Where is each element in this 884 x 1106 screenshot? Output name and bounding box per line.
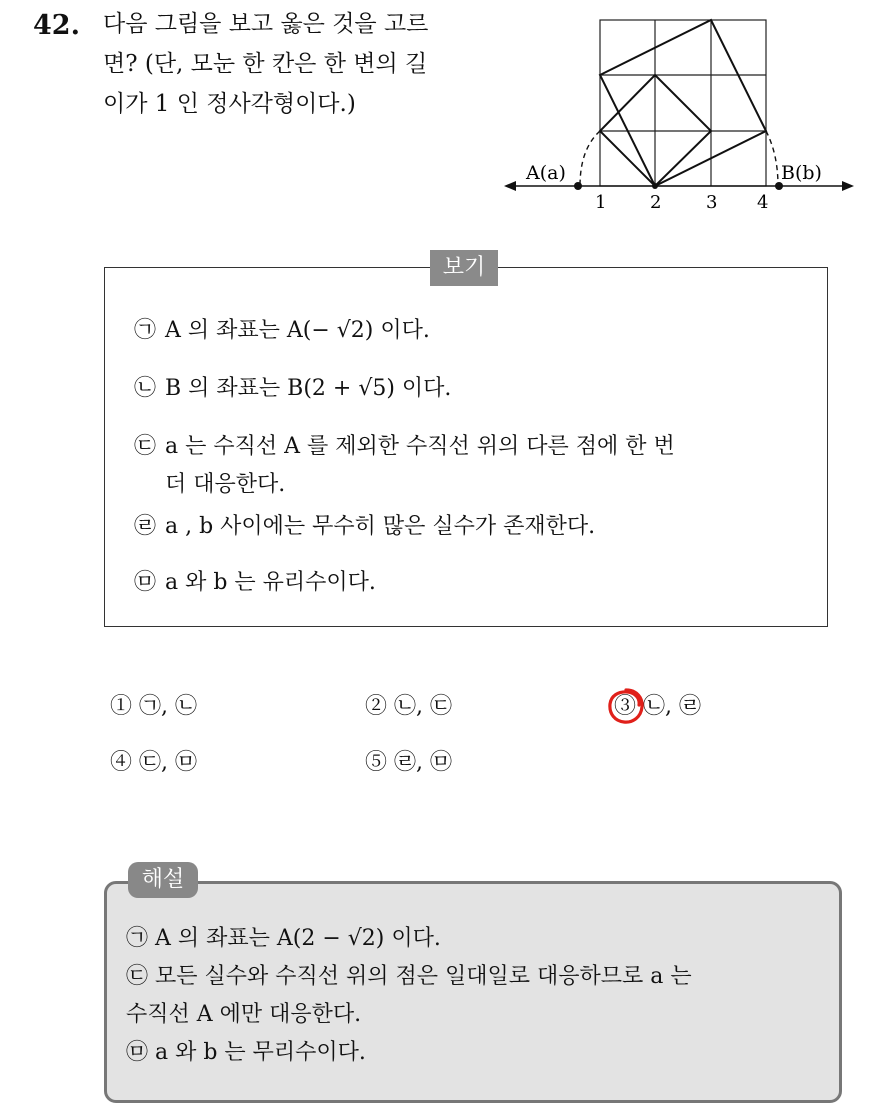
item-text: a , b 사이에는 무수히 많은 실수가 존재한다. (165, 514, 596, 539)
selected-answer-circle-icon (606, 686, 646, 726)
point-a (574, 182, 582, 190)
solution-title: 해설 (128, 862, 198, 898)
example-item-continued (134, 468, 285, 502)
item-text: B 의 좌표는 B(2 + √5) 이다. (165, 376, 452, 401)
tick-1: 1 (595, 192, 607, 213)
example-item (134, 430, 675, 464)
tick-2: 2 (650, 192, 662, 213)
number-line-figure (500, 14, 860, 214)
solution-line: ㉠ A 의 좌표는 A(2 − √2) 이다. (126, 926, 441, 951)
item-mark: ㉢ (134, 434, 157, 459)
option-text: ㉠, ㉡ (139, 694, 198, 719)
label-a: A(a) (526, 162, 566, 184)
example-item (134, 372, 451, 406)
solution-line: 수직선 A 에만 대응한다. (126, 1002, 362, 1027)
option-text: ㉡, ㉢ (394, 694, 453, 719)
item-text: A 의 좌표는 A(− √2) 이다. (165, 318, 430, 343)
option-text: ㉡, ㉣ (643, 694, 702, 719)
option-2[interactable] (365, 692, 452, 722)
option-1[interactable] (110, 692, 197, 722)
point-2 (652, 183, 658, 189)
option-number: ③ (614, 694, 637, 719)
arrow-left-icon (504, 181, 516, 191)
solution-line: ㉤ a 와 b 는 무리수이다. (126, 1040, 366, 1065)
option-number: ② (365, 694, 388, 719)
item-mark: ㉤ (134, 570, 157, 595)
option-text: ㉢, ㉤ (139, 750, 198, 775)
option-5[interactable] (365, 748, 452, 778)
example-item (134, 510, 595, 544)
option-text: ㉣, ㉤ (394, 750, 453, 775)
example-box-title: 보기 (430, 250, 498, 286)
question-line-3: 이가 1 인 정사각형이다.) (103, 91, 356, 117)
arc-left (580, 131, 600, 186)
tick-4: 4 (757, 192, 769, 213)
item-text: a 와 b 는 유리수이다. (165, 570, 376, 595)
item-text: a 는 수직선 A 를 제외한 수직선 위의 다른 점에 한 번 (165, 434, 675, 459)
label-b: B(b) (781, 162, 822, 184)
item-mark: ㉡ (134, 376, 157, 401)
tick-3: 3 (706, 192, 718, 213)
option-number: ④ (110, 750, 133, 775)
arrow-right-icon (842, 181, 854, 191)
example-item (134, 314, 430, 348)
option-number: ⑤ (365, 750, 388, 775)
solution-line: ㉢ 모든 실수와 수직선 위의 점은 일대일로 대응하므로 a 는 (126, 964, 692, 989)
example-item (134, 566, 376, 600)
arc-right (766, 131, 778, 186)
item-text: 더 대응한다. (165, 472, 286, 497)
question-line-1: 다음 그림을 보고 옳은 것을 고르 (103, 11, 429, 37)
item-mark: ㉠ (134, 318, 157, 343)
option-number: ① (110, 694, 133, 719)
question-number: 42. (33, 10, 80, 41)
item-mark: ㉣ (134, 514, 157, 539)
question-line-2: 면? (단, 모눈 한 칸은 한 변의 길 (103, 51, 428, 77)
option-4[interactable] (110, 748, 197, 778)
